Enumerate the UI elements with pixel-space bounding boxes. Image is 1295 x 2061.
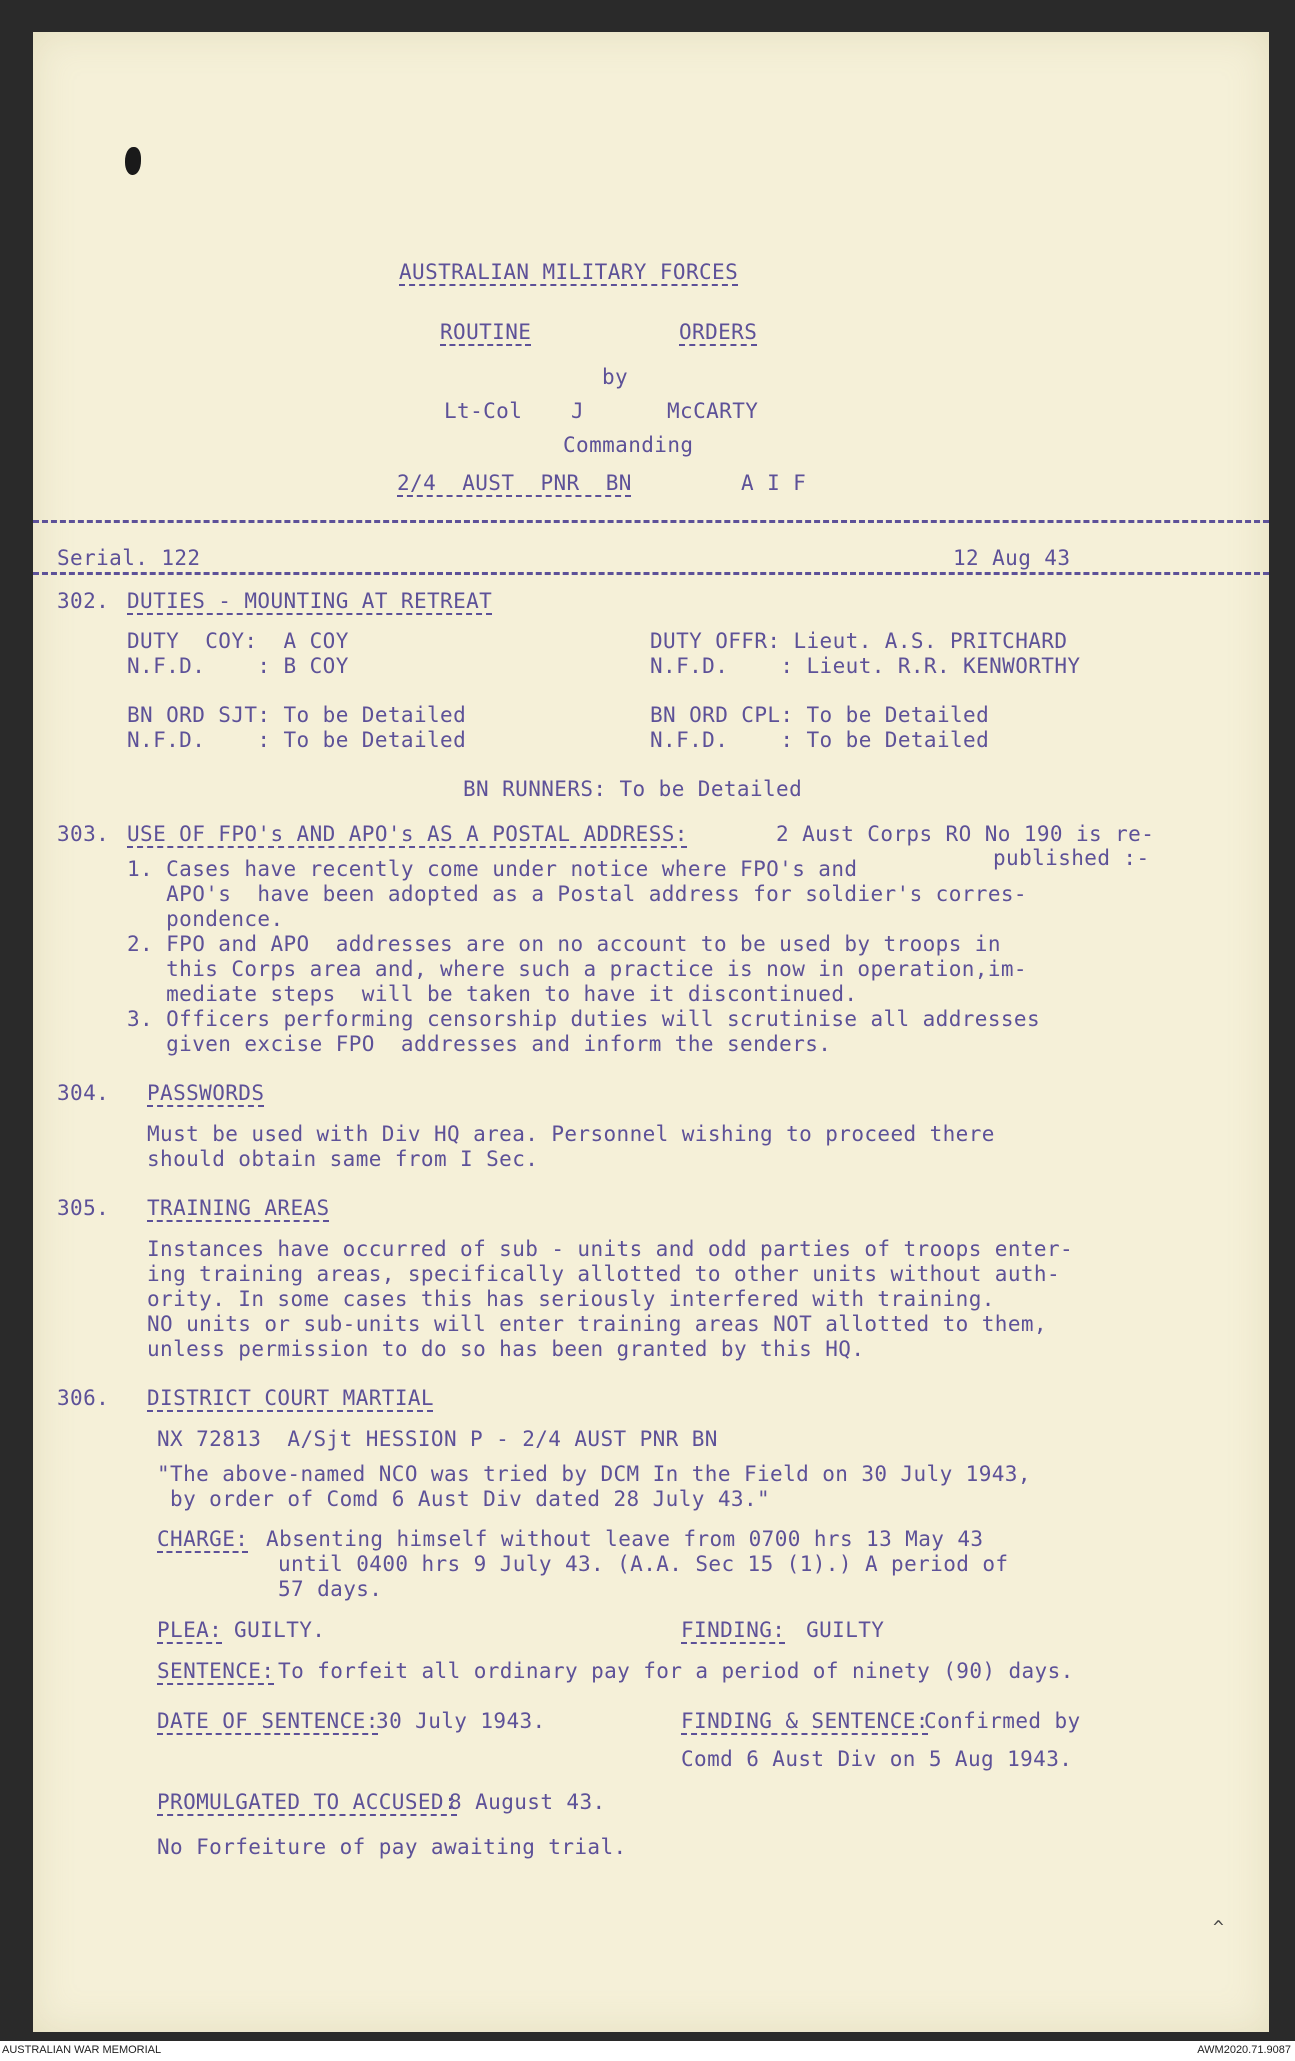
- document-paper: [33, 32, 1269, 2032]
- charge-text-cont: until 0400 hrs 9 July 43. (A.A. Sec 15 (1).) A period of: [278, 1552, 1009, 1576]
- charge-text: Absenting himself without leave from 0700 hrs 13 May 43: [253, 1527, 984, 1551]
- nfd-cpl: N.F.D. : To be Detailed: [650, 728, 990, 752]
- section-306-number: 306.: [57, 1386, 110, 1410]
- sentence-value: To forfeit all ordinary pay for a period of ninety (90) days.: [265, 1659, 1074, 1683]
- promulgated-label: PROMULGATED TO ACCUSED:: [157, 1790, 457, 1814]
- header-rule: [33, 520, 1269, 523]
- duty-coy: DUTY COY: A COY: [127, 629, 349, 653]
- nfd-offr: N.F.D. : Lieut. R.R. KENWORTHY: [650, 654, 1081, 678]
- section-305-number: 305.: [57, 1196, 110, 1220]
- section-303-line: given excise FPO addresses and inform the senders.: [127, 1032, 832, 1056]
- section-304-line: should obtain same from I Sec.: [147, 1147, 539, 1171]
- section-302-title: DUTIES - MOUNTING AT RETREAT: [127, 589, 493, 613]
- serial-number: Serial. 122: [57, 546, 201, 570]
- header-aif: A I F: [741, 471, 807, 495]
- trial-statement-cont: by order of Comd 6 Aust Div dated 28 July 43.": [157, 1487, 771, 1511]
- charge-label: CHARGE:: [157, 1527, 249, 1551]
- pencil-mark: ^: [1213, 1917, 1224, 1938]
- plea-label: PLEA:: [157, 1618, 223, 1642]
- trial-statement: "The above-named NCO was tried by DCM In the Field on 30 July 1943,: [157, 1462, 1031, 1486]
- promulgated-value: 8 August 43.: [436, 1790, 606, 1814]
- finding-sentence-value: Confirmed by: [911, 1709, 1081, 1733]
- finding-value: GUILTY: [780, 1618, 885, 1642]
- header-title: AUSTRALIAN MILITARY FORCES: [399, 260, 739, 284]
- finding-sentence-label: FINDING & SENTENCE:: [681, 1709, 929, 1733]
- section-303-ref: 2 Aust Corps RO No 190 is re-: [776, 822, 1155, 846]
- header-unit: 2/4 AUST PNR BN: [397, 471, 632, 495]
- header-rank: Lt-Col: [444, 399, 523, 423]
- section-304-line: Must be used with Div HQ area. Personnel wishing to proceed there: [147, 1122, 995, 1146]
- plea-value: GUILTY.: [221, 1618, 326, 1642]
- confirmed-by: Comd 6 Aust Div on 5 Aug 1943.: [681, 1747, 1073, 1771]
- section-303-line: mediate steps will be taken to have it discontinued.: [127, 982, 858, 1006]
- serial-rule: [33, 572, 1269, 575]
- punch-hole: [125, 147, 141, 175]
- footer-institution: AUSTRALIAN WAR MEMORIAL: [2, 2044, 162, 2056]
- header-commanding: Commanding: [563, 433, 694, 457]
- footer-accession: AWM2020.71.9087: [1197, 2044, 1291, 2056]
- section-303-line: this Corps area and, where such a practice is now in operation,im-: [127, 957, 1027, 981]
- bn-runners: BN RUNNERS: To be Detailed: [463, 777, 803, 801]
- section-305-line: unless permission to do so has been granted by this HQ.: [147, 1337, 865, 1361]
- section-305-title: TRAINING AREAS: [147, 1196, 330, 1220]
- finding-label: FINDING:: [681, 1618, 786, 1642]
- section-303-line: 1. Cases have recently come under notice where FPO's and: [127, 857, 858, 881]
- accused-line: NX 72813 A/Sjt HESSION P - 2/4 AUST PNR BN: [157, 1427, 718, 1451]
- forfeiture-note: No Forfeiture of pay awaiting trial.: [157, 1835, 627, 1859]
- section-303-line: 2. FPO and APO addresses are on no account to be used by troops in: [127, 932, 1001, 956]
- serial-date: 12 Aug 43: [953, 546, 1071, 570]
- section-303-title: USE OF FPO's AND APO's AS A POSTAL ADDRESS:: [127, 822, 688, 846]
- section-304-number: 304.: [57, 1081, 110, 1105]
- sentence-label: SENTENCE:: [157, 1659, 275, 1683]
- section-303-ref-cont: published :-: [993, 846, 1150, 870]
- section-302-number: 302.: [57, 589, 110, 613]
- nfd-coy: N.F.D. : B COY: [127, 654, 349, 678]
- bn-ord-sjt: BN ORD SJT: To be Detailed: [127, 703, 467, 727]
- date-of-sentence-value: 30 July 1943.: [363, 1709, 546, 1733]
- header-orders: ORDERS: [679, 320, 758, 344]
- bn-ord-cpl: BN ORD CPL: To be Detailed: [650, 703, 990, 727]
- section-303-number: 303.: [57, 822, 110, 846]
- section-305-line: NO units or sub-units will enter training areas NOT allotted to them,: [147, 1312, 1047, 1336]
- charge-text-cont: 57 days.: [278, 1577, 383, 1601]
- section-303-line: APO's have been adopted as a Postal address for soldier's corres-: [127, 882, 1027, 906]
- section-306-title: DISTRICT COURT MARTIAL: [147, 1386, 434, 1410]
- header-surname: McCARTY: [667, 399, 759, 423]
- section-304-title: PASSWORDS: [147, 1081, 265, 1105]
- section-303-line: 3. Officers performing censorship duties will scrutinise all addresses: [127, 1007, 1041, 1031]
- header-initial: J: [571, 399, 585, 423]
- date-of-sentence-label: DATE OF SENTENCE:: [157, 1709, 379, 1733]
- duty-offr: DUTY OFFR: Lieut. A.S. PRITCHARD: [650, 629, 1068, 653]
- nfd-sjt: N.F.D. : To be Detailed: [127, 728, 467, 752]
- section-305-line: ority. In some cases this has seriously interfered with training.: [147, 1287, 995, 1311]
- section-303-line: pondence.: [127, 907, 284, 931]
- header-by: by: [602, 365, 629, 389]
- section-305-line: ing training areas, specifically allotted to other units without auth-: [147, 1262, 1061, 1286]
- section-305-line: Instances have occurred of sub - units and odd parties of troops enter-: [147, 1237, 1074, 1261]
- header-routine: ROUTINE: [440, 320, 532, 344]
